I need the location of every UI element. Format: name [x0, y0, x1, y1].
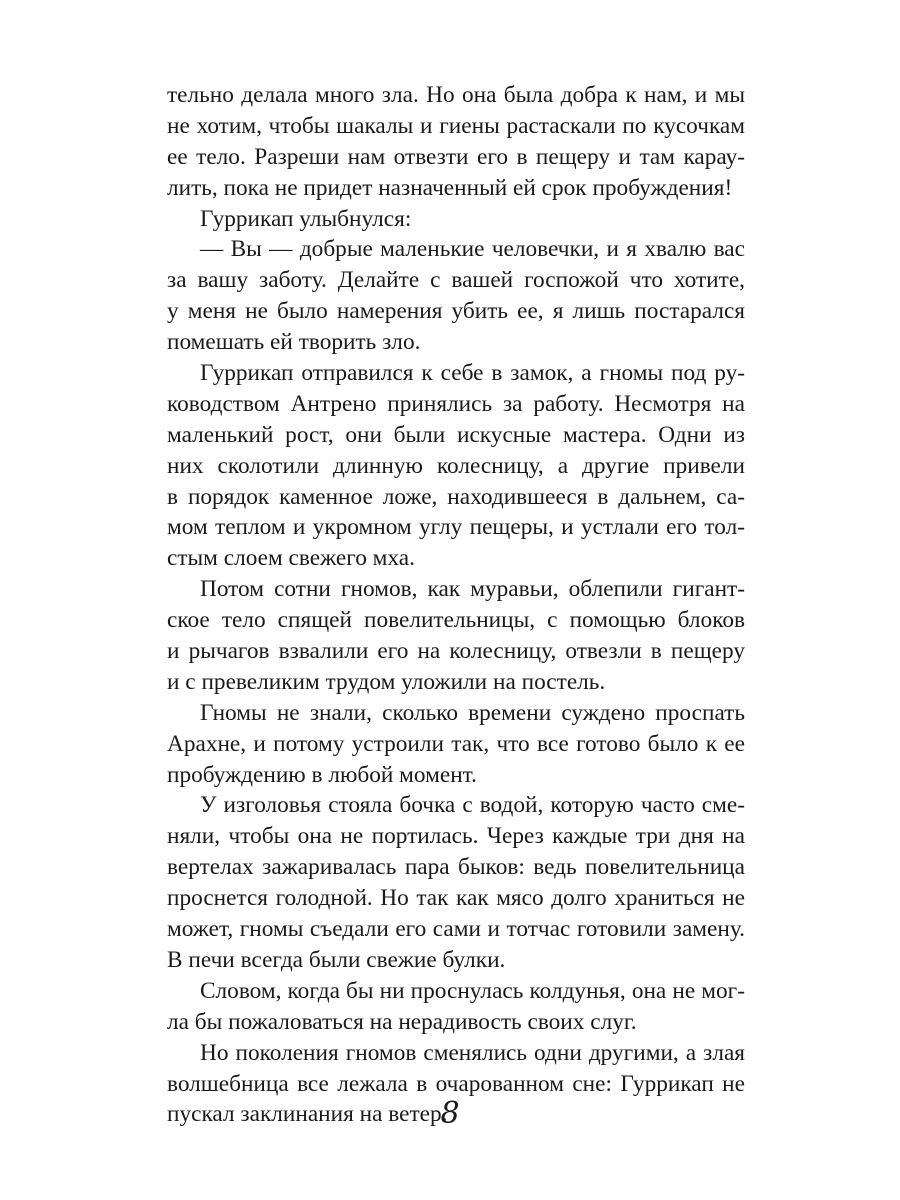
text-line: няли, чтобы она не портилась. Через каждые три дня на: [167, 823, 745, 850]
text-line: вертелах зажаривалась пара быков: ведь повелительница: [167, 854, 745, 881]
text-line: мом теплом и укромном углу пещеры, и устлали его тол-: [167, 514, 745, 541]
text-line: проснется голодной. Но так как мясо долго храниться не: [167, 885, 745, 912]
text-line: в порядок каменное ложе, находившееся в дальнем, са-: [167, 483, 745, 510]
text-line: Гуррикап улыбнулся:: [200, 205, 412, 232]
text-line: Гуррикап отправился к себе в замок, а гномы под ру-: [200, 360, 745, 387]
text-line: Потом сотни гномов, как муравьи, облепили гигант-: [200, 576, 745, 603]
page-number: 8: [440, 1096, 460, 1131]
text-line: маленький рост, они были искусные мастера. Одни из: [167, 421, 745, 448]
text-line: Арахне, и потому устроили так, что все готово было к ее: [167, 730, 745, 757]
text-line: Гномы не знали, сколько времени суждено проспать: [200, 699, 745, 726]
text-line: В печи всегда были свежие булки.: [167, 946, 506, 973]
text-line: помешать ей творить зло.: [167, 329, 421, 356]
text-line: — Вы — добрые маленькие человечки, и я хвалю вас: [200, 236, 745, 263]
text-line: у меня не было намерения убить ее, я лишь постарался: [167, 298, 745, 325]
text-line: и с превеликим трудом уложили на постель.: [167, 668, 606, 695]
text-line: них сколотили длинную колесницу, а другие привели: [167, 452, 745, 479]
text-line: лить, пока не придет назначенный ей срок пробуждения!: [167, 174, 733, 201]
text-line: может, гномы съедали его сами и тотчас готовили замену.: [167, 916, 745, 943]
text-line: ское тело спящей повелительницы, с помощью блоков: [167, 607, 745, 634]
text-line: пускал заклинания на ветер.: [167, 1101, 448, 1128]
text-line: Но поколения гномов сменялись одни другими, а злая: [200, 1039, 745, 1066]
text-line: стым слоем свежего мха.: [167, 545, 415, 572]
text-line: тельно делала много зла. Но она была добра к нам, и мы: [167, 82, 745, 108]
text-line: и рычагов взвалили его на колесницу, отвезли в пещеру: [167, 638, 745, 665]
text-line: ее тело. Разреши нам отвезти его в пещеру и там карау-: [167, 143, 745, 170]
body-text: [167, 80, 745, 1130]
text-line: за вашу заботу. Делайте с вашей госпожой что хотите,: [167, 267, 745, 294]
text-line: волшебница все лежала в очарованном сне: Гуррикап не: [167, 1070, 745, 1097]
text-line: ла бы пожаловаться на нерадивость своих слуг.: [167, 1008, 637, 1035]
text-line: не хотим, чтобы шакалы и гиены растаскали по кусочкам: [167, 112, 745, 139]
text-line: Словом, когда бы ни проснулась колдунья, она не мог-: [200, 977, 745, 1004]
text-line: пробуждению в любой момент.: [167, 761, 477, 788]
text-line: ководством Антрено принялись за работу. Несмотря на: [167, 390, 745, 417]
text-line: У изголовья стояла бочка с водой, которую часто сме-: [200, 792, 745, 819]
